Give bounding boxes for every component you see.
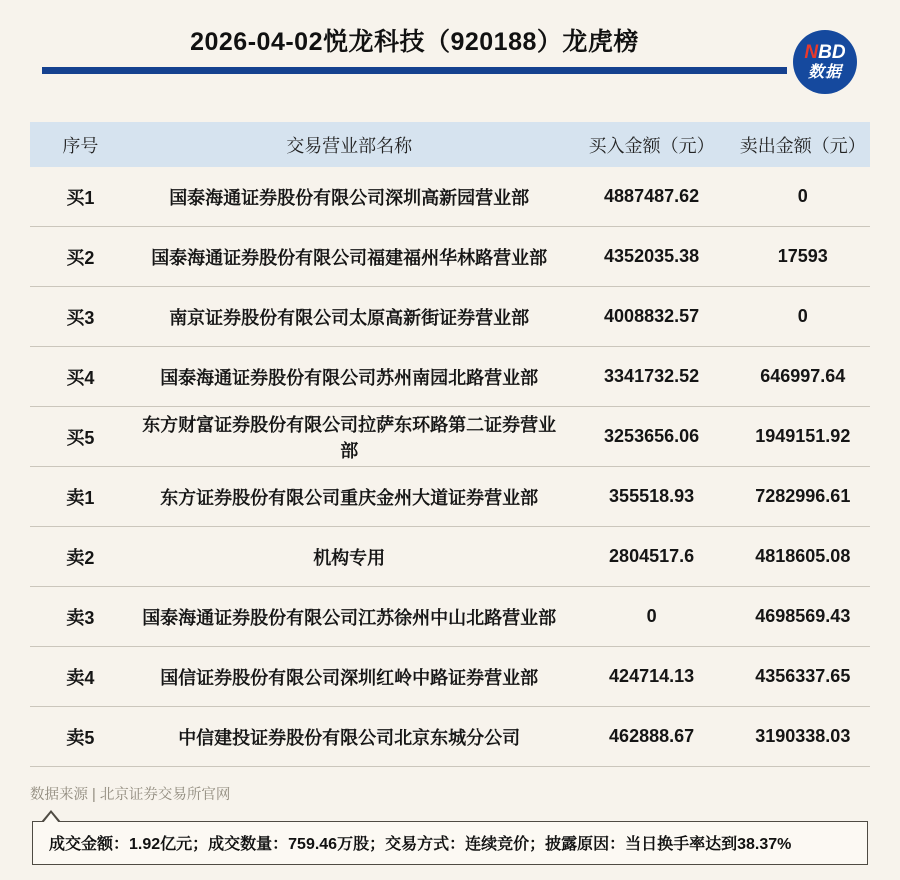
lhb-table [30, 122, 870, 767]
broker-name-cell: 国泰海通证券股份有限公司苏州南园北路营业部 [160, 367, 539, 388]
broker-name-cell: 中信建投证券股份有限公司北京东城分公司 [178, 727, 521, 748]
rank-cell: 买5 [66, 427, 95, 448]
rank-cell: 买2 [66, 247, 95, 268]
buy-amount-cell: 4887487.62 [604, 186, 700, 206]
rank-cell: 卖1 [66, 487, 95, 508]
col-header-broker: 交易营业部名称 [286, 135, 413, 156]
table-row [30, 467, 870, 527]
col-header-sell: 卖出金额（元） [739, 135, 866, 156]
sell-amount-cell: 4698569.43 [755, 606, 851, 626]
table-row [30, 347, 870, 407]
buy-amount-cell: 355518.93 [609, 486, 695, 506]
broker-name-cell: 东方证券股份有限公司重庆金州大道证券营业部 [160, 487, 539, 508]
rank-cell: 卖3 [66, 607, 95, 628]
broker-name-cell: 东方财富证券股份有限公司拉萨东环路第二证券营业部 [142, 414, 557, 461]
broker-name-cell: 国信证券股份有限公司深圳红岭中路证券营业部 [160, 667, 539, 688]
rank-cell: 卖2 [66, 547, 95, 568]
table-row [30, 227, 870, 287]
sell-amount-cell: 0 [797, 306, 808, 326]
broker-name-cell: 国泰海通证券股份有限公司深圳高新园营业部 [169, 187, 530, 208]
col-header-buy: 买入金额（元） [588, 135, 715, 156]
nbd-logo-n: N [804, 42, 819, 64]
rank-cell: 买1 [66, 187, 95, 208]
buy-amount-cell: 0 [646, 606, 657, 626]
buy-amount-cell: 3341732.52 [604, 366, 700, 386]
table-body [30, 167, 870, 767]
sell-amount-cell: 3190338.03 [755, 726, 851, 746]
table-row [30, 167, 870, 227]
rank-cell: 买4 [66, 367, 95, 388]
nbd-logo-text [804, 43, 845, 64]
table-row [30, 527, 870, 587]
nbd-logo-bd: BD [818, 42, 846, 64]
disclosure-note-text: 成交金额：1.92亿元；成交数量：759.46万股；交易方式：连续竞价；披露原因：当日换手率达到38.37% [49, 836, 792, 853]
title-underline [42, 67, 787, 74]
buy-amount-cell: 3253656.06 [604, 426, 700, 446]
buy-amount-cell: 4008832.57 [604, 306, 700, 326]
rank-cell: 卖5 [66, 727, 95, 748]
data-source-label: 数据来源 | 北京证券交易所官网 [30, 787, 231, 803]
table-row [30, 647, 870, 707]
col-header-rank: 序号 [62, 135, 99, 156]
broker-name-cell: 机构专用 [313, 547, 386, 568]
sell-amount-cell: 0 [797, 186, 808, 206]
sell-amount-cell: 646997.64 [760, 366, 846, 386]
table-header-row [30, 122, 870, 167]
broker-name-cell: 国泰海通证券股份有限公司福建福州华林路营业部 [151, 247, 548, 268]
buy-amount-cell: 424714.13 [609, 666, 695, 686]
table-row [30, 407, 870, 467]
sell-amount-cell: 4356337.65 [755, 666, 851, 686]
broker-name-cell: 国泰海通证券股份有限公司江苏徐州中山北路营业部 [142, 607, 557, 628]
buy-amount-cell: 462888.67 [609, 726, 695, 746]
rank-cell: 买3 [66, 307, 95, 328]
sell-amount-cell: 7282996.61 [755, 486, 851, 506]
callout-arrow-fill [43, 813, 59, 823]
buy-amount-cell: 2804517.6 [609, 546, 695, 566]
sell-amount-cell: 17593 [777, 246, 828, 266]
buy-amount-cell: 4352035.38 [604, 246, 700, 266]
disclosure-note-box [32, 821, 868, 865]
table-row [30, 287, 870, 347]
nbd-logo-sub: 数据 [807, 63, 842, 81]
nbd-logo [793, 30, 857, 94]
table-row [30, 587, 870, 647]
header [0, 0, 900, 95]
broker-name-cell: 南京证券股份有限公司太原高新街证券营业部 [169, 307, 530, 328]
rank-cell: 卖4 [66, 667, 95, 688]
sell-amount-cell: 4818605.08 [755, 546, 851, 566]
sell-amount-cell: 1949151.92 [755, 426, 851, 446]
table-row [30, 707, 870, 767]
page-title: 2026-04-02悦龙科技（920188）龙虎榜 [190, 28, 639, 56]
